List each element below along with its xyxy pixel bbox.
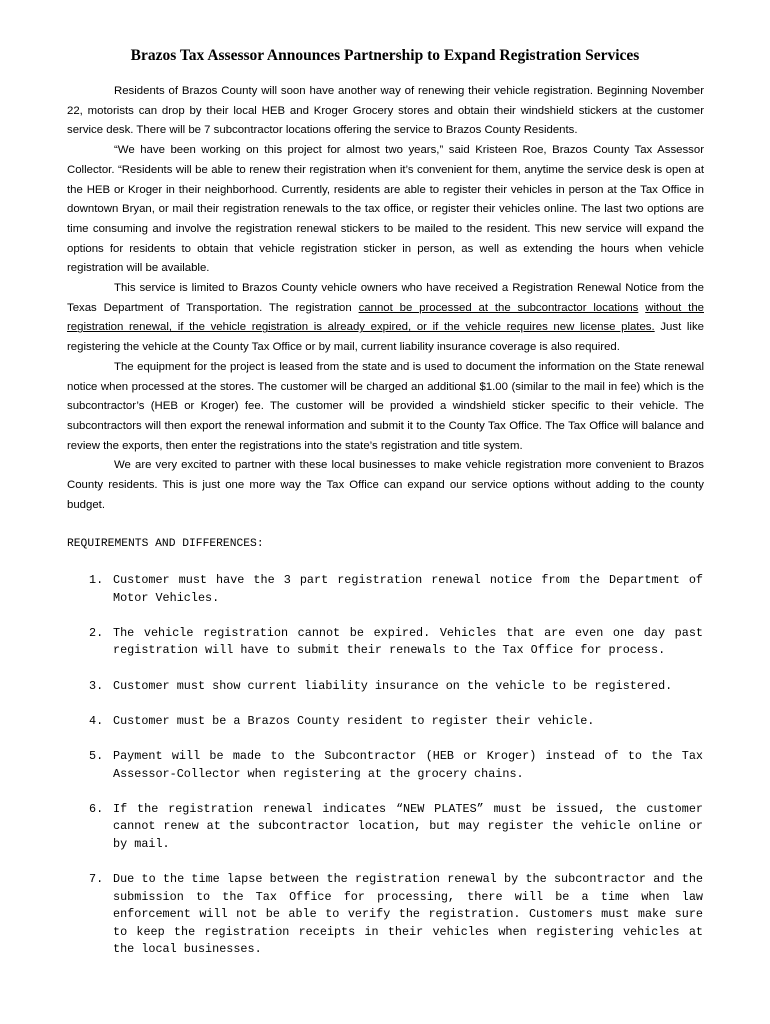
paragraph-limitations-tail: Just like registering the vehicle at the County Tax Office or by mail, current liability insurance coverage is also required. [67, 321, 704, 354]
underlined-restriction-2: without the registration renewal, if the vehicle registration is already expired, or if the vehicle requires new license plates. [67, 301, 704, 334]
paragraph-closing: We are very excited to partner with these local businesses to make vehicle registration more convenient to Brazos County residents. This is just one more way the Tax Office can expand our service options without adding to the county budget. [67, 459, 704, 511]
paragraph-intro: Residents of Brazos County will soon have another way of renewing their vehicle registration. Beginning November 22, motorists can drop by their local HEB and Kroger Grocery stores and obtain their windshield stickers at the customer service desk. There will be 7 subcontractor locations offering the service to Brazos County Residents. [67, 85, 704, 137]
paragraph-limitations-text: This service is limited to Brazos County vehicle owners who have received a Registration Renewal Notice from the Texas Department of Transportation. The registration [67, 282, 704, 314]
list-item-text: Customer must be a Brazos County resident to register their vehicle. [113, 713, 595, 728]
requirements-heading: REQUIREMENTS AND DIFFERENCES: [67, 538, 264, 550]
paragraph-limitations [67, 279, 704, 358]
list-item-number: 7. [89, 872, 104, 887]
list-item-text: Customer must show current liability insurance on the vehicle to be registered. [113, 678, 673, 693]
list-item-number: 5. [89, 748, 104, 763]
list-item-number: 3. [89, 678, 104, 693]
list-item-number: 2. [89, 625, 104, 640]
list-item [89, 625, 703, 660]
list-item-number: 1. [89, 573, 104, 587]
paragraph-quote: “We have been working on this project for almost two years,” said Kristeen Roe, Brazos County Tax Assessor Collector. “Residents will be able to renew their registration when it’s convenient for them, anytime the service desk is open at the HEB or Kroger in their neighborhood. Currently, residents are able to register their vehicles in person at the Tax Office in downtown Bryan, or mail their registration renewals to the tax office, or register their vehicles online. The last two options are time consuming and involve the registration renewal stickers to be mailed to the resident. This new service will expand the options for residents to obtain that vehicle registration sticker in person, as well as extending the hours when vehicle registration will be available. [67, 144, 704, 275]
article-body [67, 82, 704, 515]
list-item-text: Payment will be made to the Subcontractor (HEB or Kroger) instead of to the Tax Assessor-Collector when registering at the grocery chains. [113, 748, 703, 781]
list-item-number: 6. [89, 801, 104, 816]
paragraph-equipment: The equipment for the project is leased from the state and is used to document the information on the State renewal notice when processed at the stores. The customer will be charged an additional $1.00 (similar to the mail in fee) which is the subcontractor’s (HEB or Kroger) fee. The customer will be provided a windshield sticker specific to their vehicle. The subcontractors will then export the renewal information and submit it to the County Tax Office. The Tax Office will balance and review the exports, then enter the registrations into the state’s registration and title system. [67, 360, 704, 452]
list-item [89, 801, 703, 854]
requirements-list [89, 572, 703, 959]
list-item [89, 678, 703, 696]
document-title: Brazos Tax Assessor Announces Partnership to Expand Registration Services [130, 47, 640, 64]
list-item [89, 748, 703, 783]
list-item [89, 572, 703, 607]
list-item [89, 871, 703, 959]
list-item-text: The vehicle registration cannot be expired. Vehicles that are even one day past registration will have to submit their renewals to the Tax Office for process. [113, 625, 703, 658]
list-item-number: 4. [89, 713, 104, 728]
list-item-text: Due to the time lapse between the registration renewal by the subcontractor and the submission to the Tax Office for processing, there will be a time when law enforcement will not be able to verify the registration. Customers must make sure to keep the registration receipts in their vehicles when registering vehicles at the local businesses. [113, 872, 703, 957]
underlined-restriction-1: cannot be processed at the subcontractor locations [358, 301, 639, 314]
list-item-text: Customer must have the 3 part registration renewal notice from the Department of Motor Vehicles. [113, 573, 703, 605]
list-item [89, 713, 703, 731]
list-item-text: If the registration renewal indicates “NEW PLATES” must be issued, the customer cannot renew at the subcontractor location, but may register the vehicle online or by mail. [113, 801, 703, 851]
